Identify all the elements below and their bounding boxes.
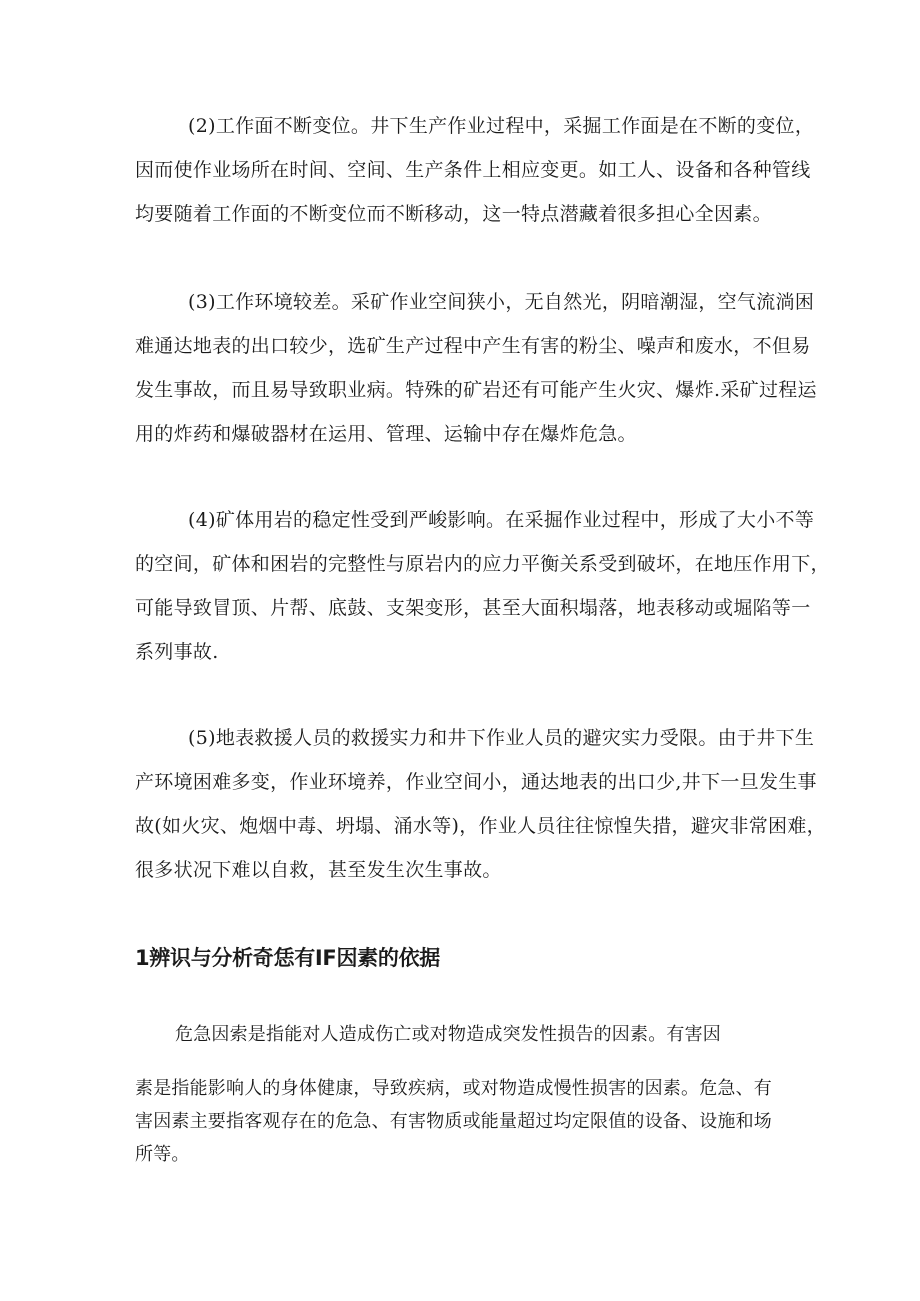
paragraph-line: 害因素主要指客观存在的危急、有害物质或能量超过均定限值的设备、设施和场: [135, 1111, 772, 1132]
paragraph-line: 均要随着工作面的不断变位而不断移动，这一特点潜藏着很多担心全因素。: [135, 203, 772, 225]
paragraph-line: 危急因索是指能对人造成伤亡或对物造成突发性损告的因素。有害因: [175, 1024, 721, 1045]
paragraph-line: 故(如火灾、炮烟中毒、坍塌、涌水等)，作业人员往往惊惶失措，避灾非常困难，: [135, 815, 826, 837]
paragraph-line: 很多状况下难以自救，甚至发生次生事故。: [135, 859, 502, 881]
paragraph-line: (2)工作面不断变位。井下生产作业过程中，采掘工作面是在不断的变位，: [188, 115, 815, 137]
paragraph-line: 难通达地表的出口较少，选矿生产过程中产生有害的粉尘、噪声和废水，不但易: [135, 335, 811, 357]
section-heading: 1辨识与分析奇恁有IF因素的依据: [135, 946, 440, 970]
paragraph-line: 的空间，矿体和困岩的完整性与原岩内的应力平衡关系受到破坏，在地压作用下，: [135, 553, 830, 575]
paragraph-line: (4)矿体用岩的稳定性受到严峻影响。在采掘作业过程中，形成了大小不等: [188, 509, 815, 531]
paragraph-5: [135, 716, 826, 892]
paragraph-line: 可能导致冒顶、片帮、底鼓、支架变形，甚至大面积塌落，地表移动或堀陷等一: [135, 597, 811, 619]
paragraph-line: 发生事故，而且易导致职业病。特殊的矿岩还有可能产生火灾、爆炸.采矿过程运: [135, 379, 817, 401]
definition-paragraph: [135, 1072, 795, 1171]
paragraph-line: 素是指能影响人的身体健康，导致疾病，或对物造成慢性损害的因素。危急、有: [135, 1078, 772, 1099]
paragraph-4: [135, 498, 830, 674]
paragraph-line: 用的炸药和爆破器材在运用、管理、运输中存在爆炸危急。: [135, 423, 637, 445]
paragraph-line: 系列事故.: [135, 641, 219, 663]
paragraph-line: 所等。: [135, 1144, 190, 1165]
paragraph-line: (3)工作环境较差。采矿作业空间狭小，无自然光，阴暗潮湿，空气流淌困: [188, 291, 815, 313]
paragraph-3: [135, 280, 817, 456]
definition-paragraph-intro: [135, 1018, 795, 1051]
paragraph-line: 因而使作业场所在时间、空间、生产条件上相应变更。如工人、设备和各种管线: [135, 159, 811, 181]
paragraph-line: 产环境困难多变，作业环境养，作业空间小，通达地表的出口少,井下一旦发生事: [135, 771, 817, 793]
paragraph-2: [135, 104, 815, 236]
paragraph-line: (5)地表救援人员的救援实力和井下作业人员的避灾实力受限。由于井下生: [188, 727, 815, 749]
